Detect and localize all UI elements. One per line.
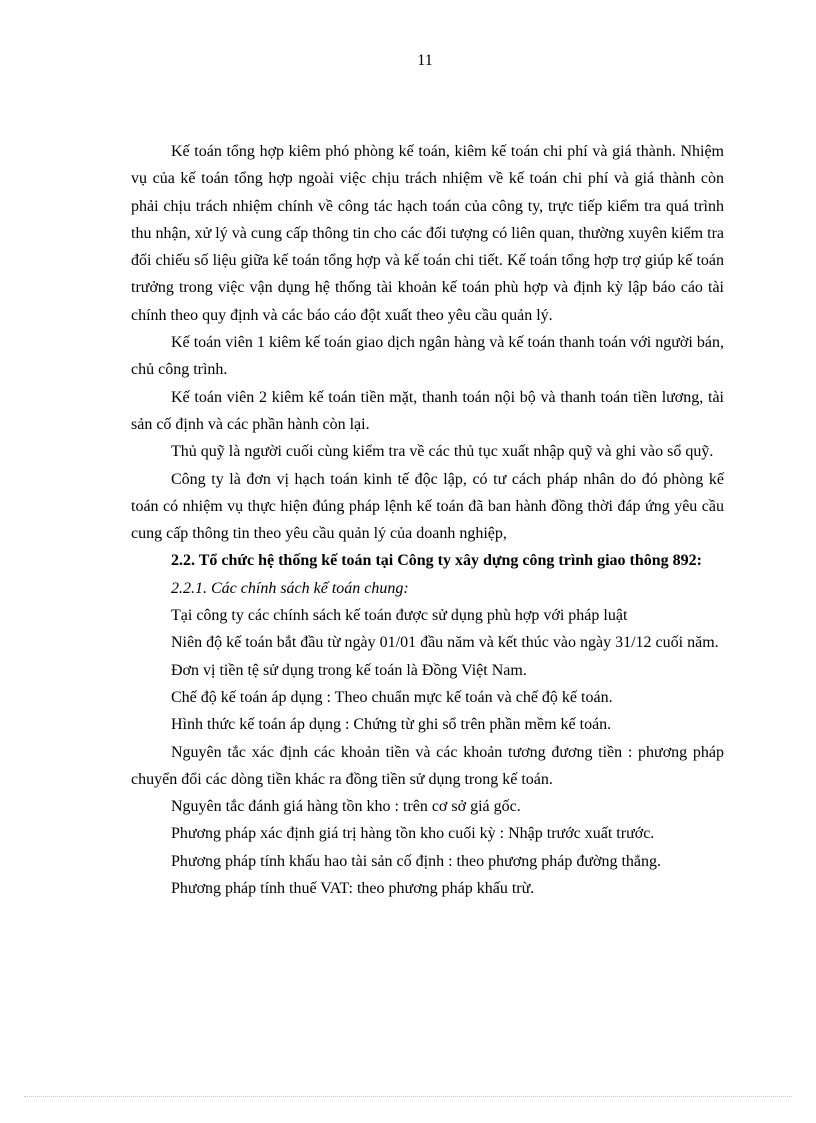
paragraph-cashier: Thủ quỹ là người cuối cùng kiểm tra về các thủ tục xuất nhập quỹ và ghi vào sổ quỹ. [171,443,714,461]
policy-item: Hình thức kế toán áp dụng : Chứng từ ghi sổ trên phần mềm kế toán. [171,716,612,734]
page-number: 11 [417,52,433,69]
policy-item: Tại công ty các chính sách kế toán được sử dụng phù hợp với pháp luật [171,607,628,625]
policy-item: Nguyên tắc xác định các khoản tiền và các khoản tương đương tiền : phương pháp chuyển đổi các dòng tiền khác ra đồng tiền sử dụng trong kế toán. [131,743,724,788]
policy-item: Nguyên tắc đánh giá hàng tồn kho : trên cơ sở giá gốc. [171,798,521,816]
paragraph-company-accounting: Công ty là đơn vị hạch toán kinh tế độc lập, có tư cách pháp nhân do đó phòng kế toán có nhiệm vụ thực hiện đúng pháp lệnh kế toán đã ban hành đồng thời đáp ứng yêu cầu cung cấp thông tin theo yêu cầu quản lý của doanh nghiệp, [131,470,724,543]
document-body [131,138,724,902]
paragraph-accountant-2: Kế toán viên 2 kiêm kế toán tiền mặt, thanh toán nội bộ và thanh toán tiền lương, tài sản cố định và các phần hành còn lại. [131,388,724,433]
paragraph-accountant-1: Kế toán viên 1 kiêm kế toán giao dịch ngân hàng và kế toán thanh toán với người bán, chủ công trình. [131,334,724,379]
policy-item: Đơn vị tiền tệ sử dụng trong kế toán là Đồng Việt Nam. [171,661,527,679]
policy-item: Niên độ kế toán bắt đầu từ ngày 01/01 đầu năm và kết thúc vào ngày 31/12 cuối năm. [171,634,719,652]
policy-item: Phương pháp tính thuế VAT: theo phương pháp khấu trừ. [171,880,535,898]
policy-item: Phương pháp tính khấu hao tài sản cố định : theo phương pháp đường thẳng. [171,852,661,870]
section-heading: 2.2. Tổ chức hệ thống kế toán tại Công ty xây dựng công trình giao thông 892: [171,552,702,570]
page-bottom-divider [24,1096,792,1097]
subsection-heading: 2.2.1. Các chính sách kế toán chung: [171,579,409,597]
policy-item: Phương pháp xác định giá trị hàng tồn kho cuối kỳ : Nhập trước xuất trước. [171,825,655,843]
policy-item: Chế độ kế toán áp dụng : Theo chuẩn mực kế toán và chế độ kế toán. [171,688,613,706]
paragraph-general-accountant: Kế toán tổng hợp kiêm phó phòng kế toán, kiêm kế toán chi phí và giá thành. Nhiệm vụ của kế toán tổng hợp ngoài việc chịu trách nhiệm về kế toán chi phí và giá thành còn phải chịu trách nhiệm chính về công tác hạch toán của công ty, trực tiếp kiểm tra quá trình thu nhận, xử lý và cung cấp thông tin cho các đối tượng có liên quan, thường xuyên kiểm tra đối chiếu số liệu giữa kế toán tổng hợp và kế toán chi tiết. Kế toán tổng hợp trợ giúp kế toán trưởng trong việc vận dụng hệ thống tài khoản kế toán phù hợp và định kỳ lập báo cáo tài chính theo quy định và các báo cáo đột xuất theo yêu cầu quản lý. [131,143,724,324]
